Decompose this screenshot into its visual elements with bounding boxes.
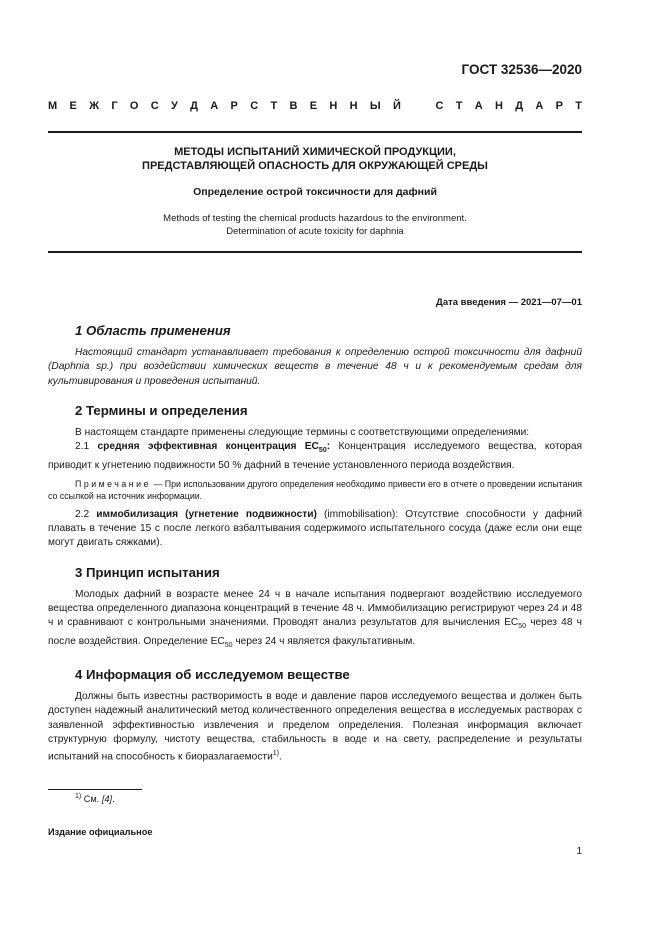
document-number: ГОСТ 32536—2020: [461, 62, 582, 77]
standard-type-letter: А: [210, 100, 219, 112]
standard-type-letter: О: [129, 100, 139, 112]
subscript: 50: [224, 641, 233, 649]
term-2-1: [48, 440, 582, 473]
section-1-heading: 1 Область применения: [75, 323, 231, 338]
footnote: [75, 793, 115, 804]
standard-type-letter: Т: [455, 100, 463, 112]
section-4-heading: 4 Информация об исследуемом веществе: [75, 666, 350, 682]
introduction-date: Дата введения — 2021—07—01: [436, 297, 582, 308]
standard-type-letter: Т: [575, 100, 582, 112]
section-2-heading: 2 Термины и определения: [75, 402, 248, 418]
section-3-paragraph: [48, 588, 582, 653]
standard-type-heading: [48, 100, 582, 112]
text-run: через 48 ч после воздействия. Определение EC: [48, 617, 582, 647]
subscript: 50: [518, 623, 527, 631]
standard-type-letter: Д: [190, 100, 198, 112]
standard-type-letter: Т: [270, 100, 278, 112]
title-rule: [48, 251, 582, 253]
page-number: 1: [576, 846, 582, 857]
standard-type-letter: Й: [392, 100, 401, 112]
section-3-heading: 3 Принцип испытания: [75, 564, 220, 580]
standard-type-letter: С: [250, 100, 259, 112]
standard-type-letter: Г: [111, 100, 118, 112]
standard-type-letter: А: [474, 100, 483, 112]
text-run: .: [279, 751, 282, 763]
term-name: иммобилизация (угнетение подвижности): [96, 508, 317, 520]
standard-type-letter: А: [535, 100, 544, 112]
standard-type-letter: Н: [329, 100, 338, 112]
standard-type-letter: Ж: [89, 100, 100, 112]
footnote-text: См.: [81, 794, 102, 805]
term-2-2: [48, 508, 582, 551]
section-4-paragraph: [48, 690, 582, 765]
english-title-line-1: Methods of testing the chemical products hazardous to the environment.: [163, 213, 467, 224]
standard-type-letter: Д: [515, 100, 524, 112]
standard-type-letter: М: [48, 100, 58, 112]
term-number: 2.2: [75, 508, 97, 520]
section-1-paragraph: [48, 346, 582, 389]
title-line-2: ПРЕДСТАВЛЯЮЩЕЙ ОПАСНОСТЬ ДЛЯ ОКРУЖАЮЩЕЙ СРЕДЫ: [142, 160, 488, 172]
english-title: [48, 212, 582, 238]
standard-type-letter: Е: [309, 100, 318, 112]
term-name: средняя эффективная концентрация EC: [97, 441, 319, 453]
text-run: через 24 ч является факультативным.: [232, 635, 416, 647]
standard-type-letter: У: [171, 100, 178, 112]
title-line-1: МЕТОДЫ ИСПЫТАНИЙ ХИМИЧЕСКОЙ ПРОДУКЦИИ,: [174, 146, 456, 158]
standard-type-letter: С: [150, 100, 159, 112]
document-title: [48, 145, 582, 173]
footnote-ref[interactable]: 1): [272, 750, 280, 758]
term-definition: Концентрация исследуемого вещества, которая приводит к угнетению подвижности 50 % дафний в течение установленного периода воздействия.: [48, 441, 583, 471]
term-definition: (immobilisation): Отсутствие способности у дафний плавать в течение 15 с после легкого взбалтывания содержимого испытательного сосуда (даже если они еще могут двигать сяжками).: [48, 508, 583, 549]
footnote-end: .: [112, 794, 115, 805]
standard-type-letter: Ы: [369, 100, 381, 112]
text-run: Должны быть известны растворимость в воде и давление паров исследуемого вещества и должен быть доступен надежный аналитический метод количественного определения вещества в исследуемых растворах с заявленной эффективностью извлечения и пределом определения. Полезная информация включает структурную формулу, чистоту вещества, стабильность в воде и на свету, распределение и результаты испытаний на способность к биоразлагаемости: [48, 690, 582, 763]
section-2-intro: В настоящем стандарте применены следующие термины с соответствующими определениями:: [75, 426, 530, 438]
note: [48, 478, 582, 503]
text-run: Молодых дафний в возрасте менее 24 ч в начале испытания подвергают воздействию исследуемого вещества определенного диапазона концентраций в течение 48 ч. Иммобилизацию регистрируют через 24 и 48 ч и сравнивают с контрольными значениями. Проводят анализ результатов для вычисления EC: [48, 588, 582, 629]
document-body: [48, 322, 582, 765]
subscript: 50: [318, 447, 327, 455]
genus-name: Daphnia sp.: [51, 361, 110, 373]
top-rule: [48, 131, 582, 133]
footnote-separator: [48, 789, 142, 790]
standard-type-letter: Н: [349, 100, 358, 112]
edition-label: Издание официальное: [48, 827, 153, 837]
note-label: Примечание: [75, 478, 151, 489]
english-title-line-2: Determination of acute toxicity for daphnia: [226, 226, 404, 237]
standard-type-letter: Р: [230, 100, 238, 112]
text-run: ) при воздействии химических веществ в течение 48 ч и к рекомендуемым средам для культивирования и проведения испытаний.: [48, 361, 582, 387]
text-run: Настоящий стандарт устанавливает требования к определению острой токсичности для дафний (: [48, 347, 582, 373]
standard-type-letter: Н: [494, 100, 503, 112]
standard-type-letter: С: [435, 100, 444, 112]
document-subtitle: Определение острой токсичности для дафний: [193, 186, 437, 198]
term-number: 2.1: [75, 441, 98, 453]
footnote-mark: 1): [75, 793, 82, 800]
standard-type-letter: [413, 100, 423, 112]
standard-type-letter: Р: [555, 100, 563, 112]
footnote-reference[interactable]: [4]: [101, 794, 113, 805]
note-text: — При использовании другого определения необходимо привести его в отчете о проведении испытания со ссылкой на источник информации.: [48, 478, 582, 502]
standard-type-letter: В: [289, 100, 298, 112]
standard-type-letter: Е: [69, 100, 77, 112]
term-colon: :: [326, 441, 331, 453]
